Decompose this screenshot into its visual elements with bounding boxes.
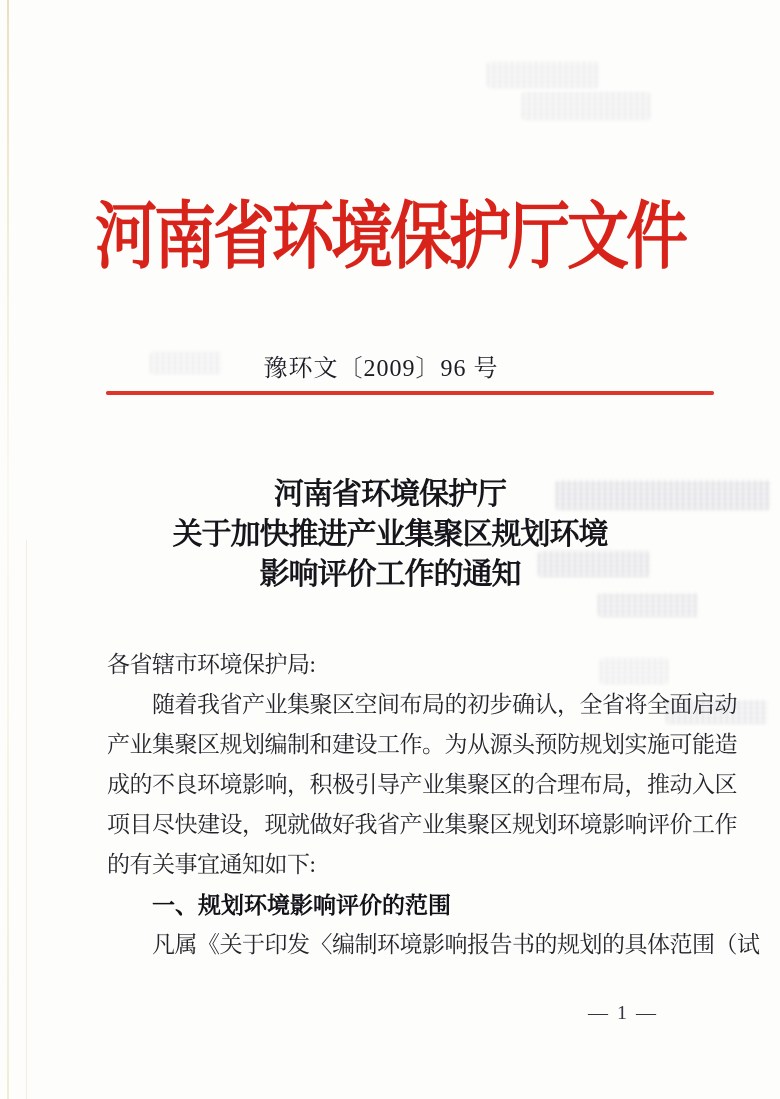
body-line: 的有关事宜通知如下: xyxy=(107,852,316,877)
body-line: 随着我省产业集聚区空间布局的初步确认，全省将全面启动 xyxy=(152,692,737,717)
page-number: — 1 — xyxy=(588,1002,658,1024)
scan-edge-line xyxy=(26,540,27,1099)
notice-title-line-1: 河南省环境保护厅 xyxy=(274,478,506,511)
document-body xyxy=(107,645,760,965)
section-heading: 一、规划环境影响评价的范围 xyxy=(152,892,451,918)
bleedthrough-artifact xyxy=(522,92,650,120)
notice-title-line-2: 关于加快推进产业集聚区规划环境 xyxy=(172,518,608,551)
notice-title-line-3: 影响评价工作的通知 xyxy=(259,558,521,591)
notice-title xyxy=(0,475,780,595)
bleedthrough-artifact xyxy=(598,593,698,617)
bleedthrough-artifact xyxy=(487,62,599,88)
letterhead-title: 河南省环境保护厅文件 xyxy=(94,197,685,279)
body-line: 产业集聚区规划编制和建设工作。为从源头预防规划实施可能造 xyxy=(107,732,737,757)
body-line: 凡属《关于印发〈编制环境影响报告书的规划的具体范围（试 xyxy=(152,932,760,957)
body-line: 成的不良环境影响，积极引导产业集聚区的合理布局，推动入区 xyxy=(107,772,737,797)
red-divider-line xyxy=(106,391,714,395)
body-line: 项目尽快建设，现就做好我省产业集聚区规划环境影响评价工作 xyxy=(107,812,737,837)
salutation-line: 各省辖市环境保护局: xyxy=(107,652,316,677)
document-number: 豫环文〔2009〕96 号 xyxy=(263,356,499,382)
